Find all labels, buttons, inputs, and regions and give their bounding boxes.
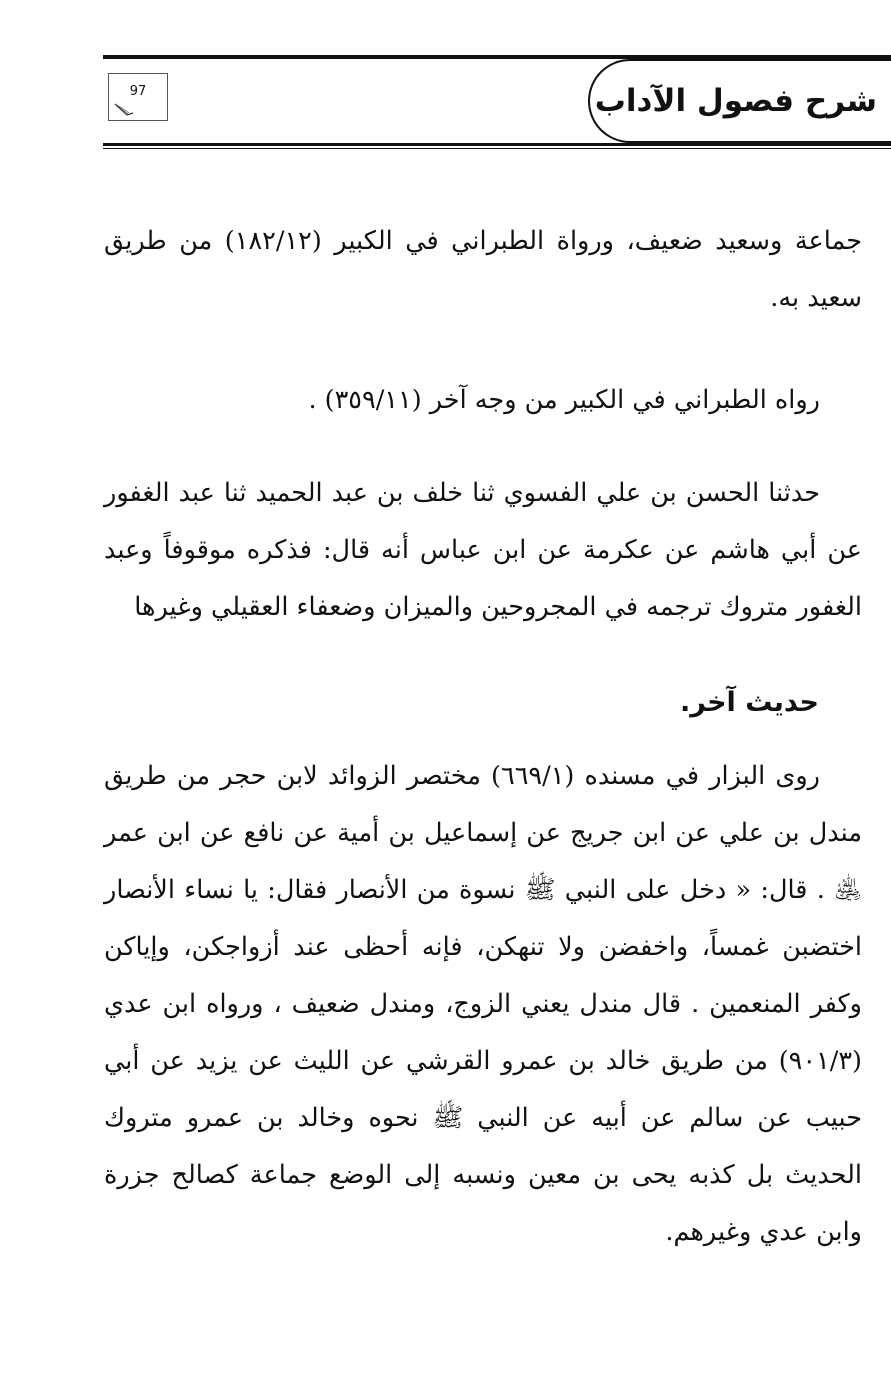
page-curl-icon (113, 103, 135, 117)
paragraph-hadith (104, 748, 862, 1261)
paragraph-continuation (104, 213, 862, 327)
page-number-box (108, 73, 168, 121)
paragraph-text: رواه الطبراني في الكبير من وجه آخر (٣٥٩/١١) . (308, 385, 820, 415)
paragraph-isnad (104, 465, 862, 636)
book-title: شرح فصول الآداب (594, 83, 877, 119)
paragraph-text: حدثنا الحسن بن علي الفسوي ثنا خلف بن عبد الحميد ثنا عبد الغفور عن أبي هاشم عن عكرمة عن ابن عباس أنه قال: فذكره موقوفاً وعبد الغفور متروك ترجمه في المجروحين والميزان وضعفاء العقيلي وغيرها (104, 478, 862, 622)
page-number: 97 (129, 84, 147, 99)
book-title-box (588, 59, 891, 143)
header-bottom-rule (103, 143, 891, 146)
paragraph-text: روى البزار في مسنده (٦٦٩/١) مختصر الزوائد لابن حجر من طريق مندل بن علي عن ابن جريج عن إسماعيل بن أمية عن نافع عن ابن عمر ﵁ . قال: « دخل على النبي ﷺ نسوة من الأنصار فقال: يا نساء الأنصار اختضبن غمساً، واخفضن ولا تنهكن، فإنه أحظى عند أزواجكن، وإياكن وكفر المنعمين . قال مندل يعني الزوج، ومندل ضعيف ، ورواه ابن عدي (٩٠١/٣) من طريق خالد بن عمرو القرشي عن الليث عن يزيد عن أبي حبيب عن سالم عن أبيه عن النبي ﷺ نحوه وخالد بن عمرو متروك الحديث بل كذبه يحى بن معين ونسبه إلى الوضع جماعة كصالح جزرة وابن عدي وغيرهم. (104, 761, 862, 1247)
section-heading: حديث آخر. (680, 687, 819, 718)
paragraph-text: جماعة وسعيد ضعيف، ورواة الطبراني في الكبير (١٨٢/١٢) من طريق سعيد به. (104, 226, 863, 313)
header-bottom-thin-rule (103, 148, 891, 149)
paragraph-tabarani (104, 372, 862, 429)
